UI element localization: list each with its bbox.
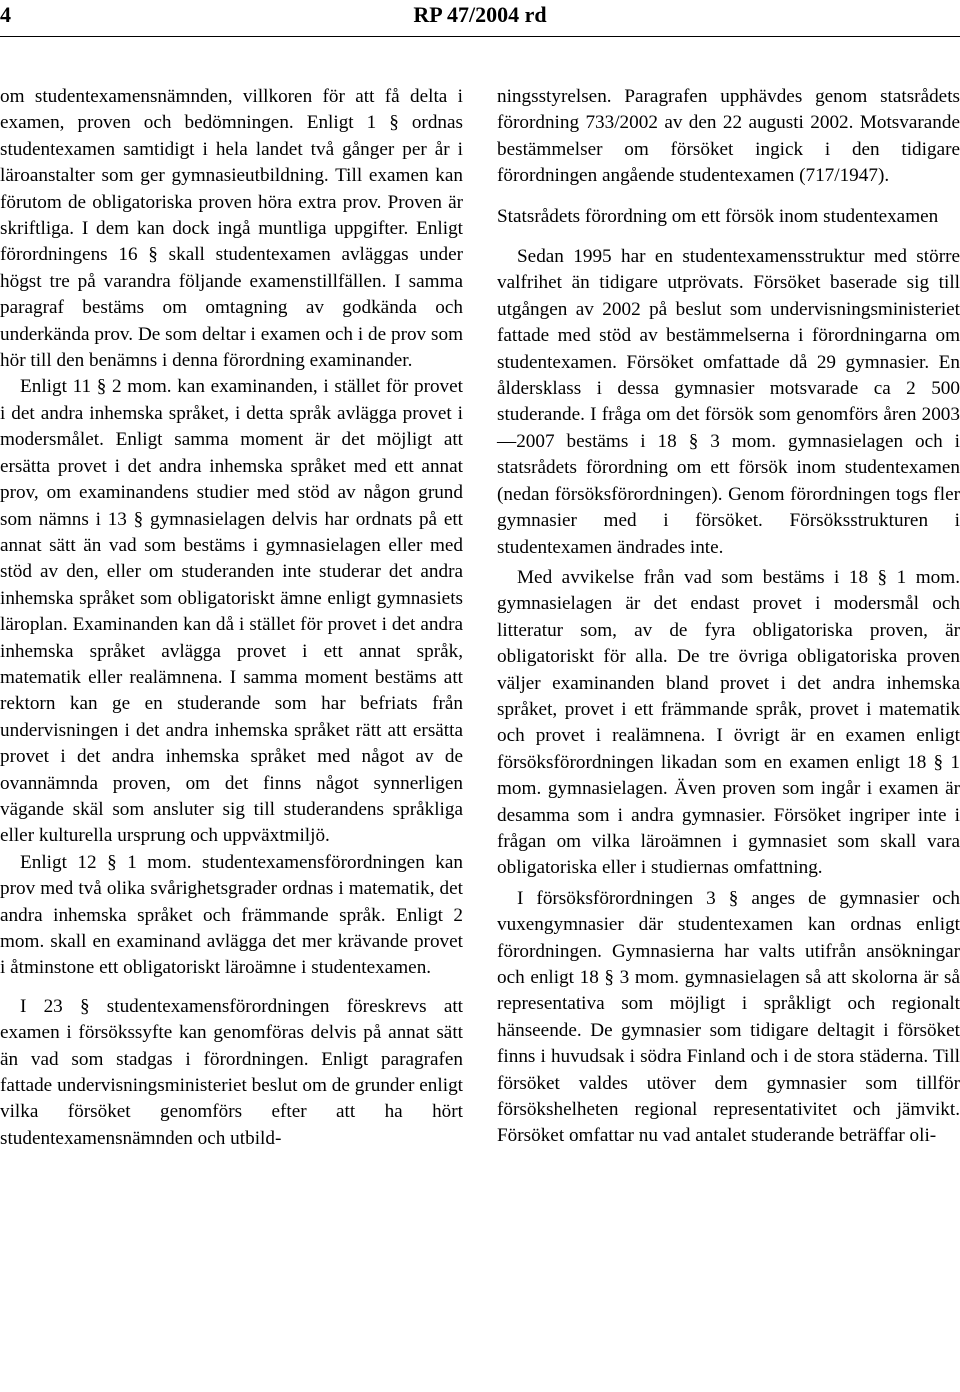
paragraph: Enligt 12 § 1 mom. studentexamensförordningen kan prov med två olika svårighetsgrader ordnas i matematik, det andra inhemska språket och främmande språk. Enligt 2 mom. skall en examinand avlägga det mer krävande provet i åtminstone ett obligatoriskt läroämne i studentexamen. [0,851,463,979]
left-column [0,84,463,1152]
document-id: RP 47/2004 rd [413,2,547,27]
paragraph: Enligt 11 § 2 mom. kan examinanden, i stället för provet i det andra inhemska språket, i detta språk avlägga provet i modersmålet. Enligt samma moment är det möjligt att ersätta provet i det andra inhemska språket med ett annat prov, om examinandens studier med stöd av någon grund som nämns i 13 § gymnasielagen delvis har ordnats på ett annat sätt än vad som bestäms i gymnasielagen eller med stöd av den, eller om studeranden inte studerar det andra inhemska språket som obligatoriskt ämne enligt gymnasiets läroplan. Examinanden kan då i stället för provet i det andra inhemska språket avlägga provet i ett annat språk, matematik eller realämnena. I samma moment bestäms att rektorn kan ge en studerande som har befriats från undervisningen i det andra inhemska språket rätt att ersätta provet i det andra inhemska språket med något av de ovannämnda proven, om det finns något synnerligen vägande skäl som ansluter sig till studerandens språkliga eller kulturella ursprung och uppväxtmiljö. [0,376,463,847]
header-rule [0,36,960,37]
paragraph: ningsstyrelsen. Paragrafen upphävdes genom statsrådets förordning 733/2002 av den 22 augusti 2002. Motsvarande bestämmelser om försöket ingick i den tidigare förordningen angående studentexamen (717/1947). [497,86,960,187]
right-column [497,84,960,1150]
paragraph: Sedan 1995 har en studentexamensstruktur med större valfrihet än tidigare utprövats. Försöket baserade sig till utgången av 2002 på beslut som undervisningsministeriet fattade med stöd av bestämmelserna i förordningarna om studentexamen. Försöket omfattade då 29 gymnasier. En åldersklass i dessa gymnasier motsvarade ca 2 500 studerande. I fråga om det försök som genomförs åren 2003—2007 bestäms i 18 § 3 mom. gymnasielagen och i statsrådets förordning om ett försök inom studentexamen (nedan försöksförordningen). Genom förordningen togs fler gymnasier med i försöket. Försöksstrukturen i studentexamen ändrades inte. [497,246,960,558]
section-heading: Statsrådets förordning om ett försök inom studentexamen [497,205,939,227]
paragraph: I 23 § studentexamensförordningen föreskrevs att examen i försökssyfte kan genomföras delvis på annat sätt än vad som stadgas i förordningen. Enligt paragrafen fattade undervisningsministeriet beslut om de grunder enligt vilka försöket genomförs efter att ha hört studentexamensnämnden och utbild- [0,995,463,1149]
page-header [0,0,960,40]
paragraph: Med avvikelse från vad som bestäms i 18 § 1 mom. gymnasielagen är det endast provet i modersmål och litteratur som, av de fyra obligatoriska proven, är obligatoriskt för alla. De tre övriga obligatoriska proven väljer examinanden bland provet i det andra inhemska språket, provet i ett främmande språk, provet i matematik och provet i realämnena. I övrigt är en examen enligt försöksförordningen likadan som en examen enligt 18 § 1 mom. gymnasielagen. Även proven som ingår i examen är desamma som i andra gymnasier. Försöket ingriper inte i frågan om vilka läroämnen i gymnasiet som skall vara obligatoriska eller i studiernas omfattning. [497,566,960,879]
page-number: 4 [0,2,11,27]
paragraph: om studentexamensnämnden, villkoren för att få delta i examen, proven och bedömningen. Enligt 1 § ordnas studentexamen samtidigt i hela landet två gånger per år i läroanstalter som ger gymnasieutbildning. Till examen kan förutom de obligatoriska proven höra extra prov. Proven är skriftliga. I dem kan dock ingå muntliga uppgifter. Enligt förordningens 16 § skall studentexamen avläggas under högst tre på varandra följande examenstillfällen. I samma paragraf bestäms om omtagning av godkända och underkända prov. De som deltar i examen och i de prov som hör till den benämns i denna förordning examinander. [0,86,463,372]
paragraph: I försöksförordningen 3 § anges de gymnasier och vuxengymnasier där studentexamen kan ordnas enligt förordningen. Gymnasierna har valts utifrån ansökningar och enligt 18 § 3 mom. gymnasielagen så att skolorna är så representativa som möjligt i språkligt och regionalt hänseende. De gymnasier som tidigare deltagit i försöket finns i huvudsak i södra Finland och i de stora städerna. Till försöket valdes utöver dem gymnasier som tillför försökshelheten regional representativitet och jämvikt. Försöket omfattar nu vad antalet studerande beträffar oli- [497,887,960,1147]
